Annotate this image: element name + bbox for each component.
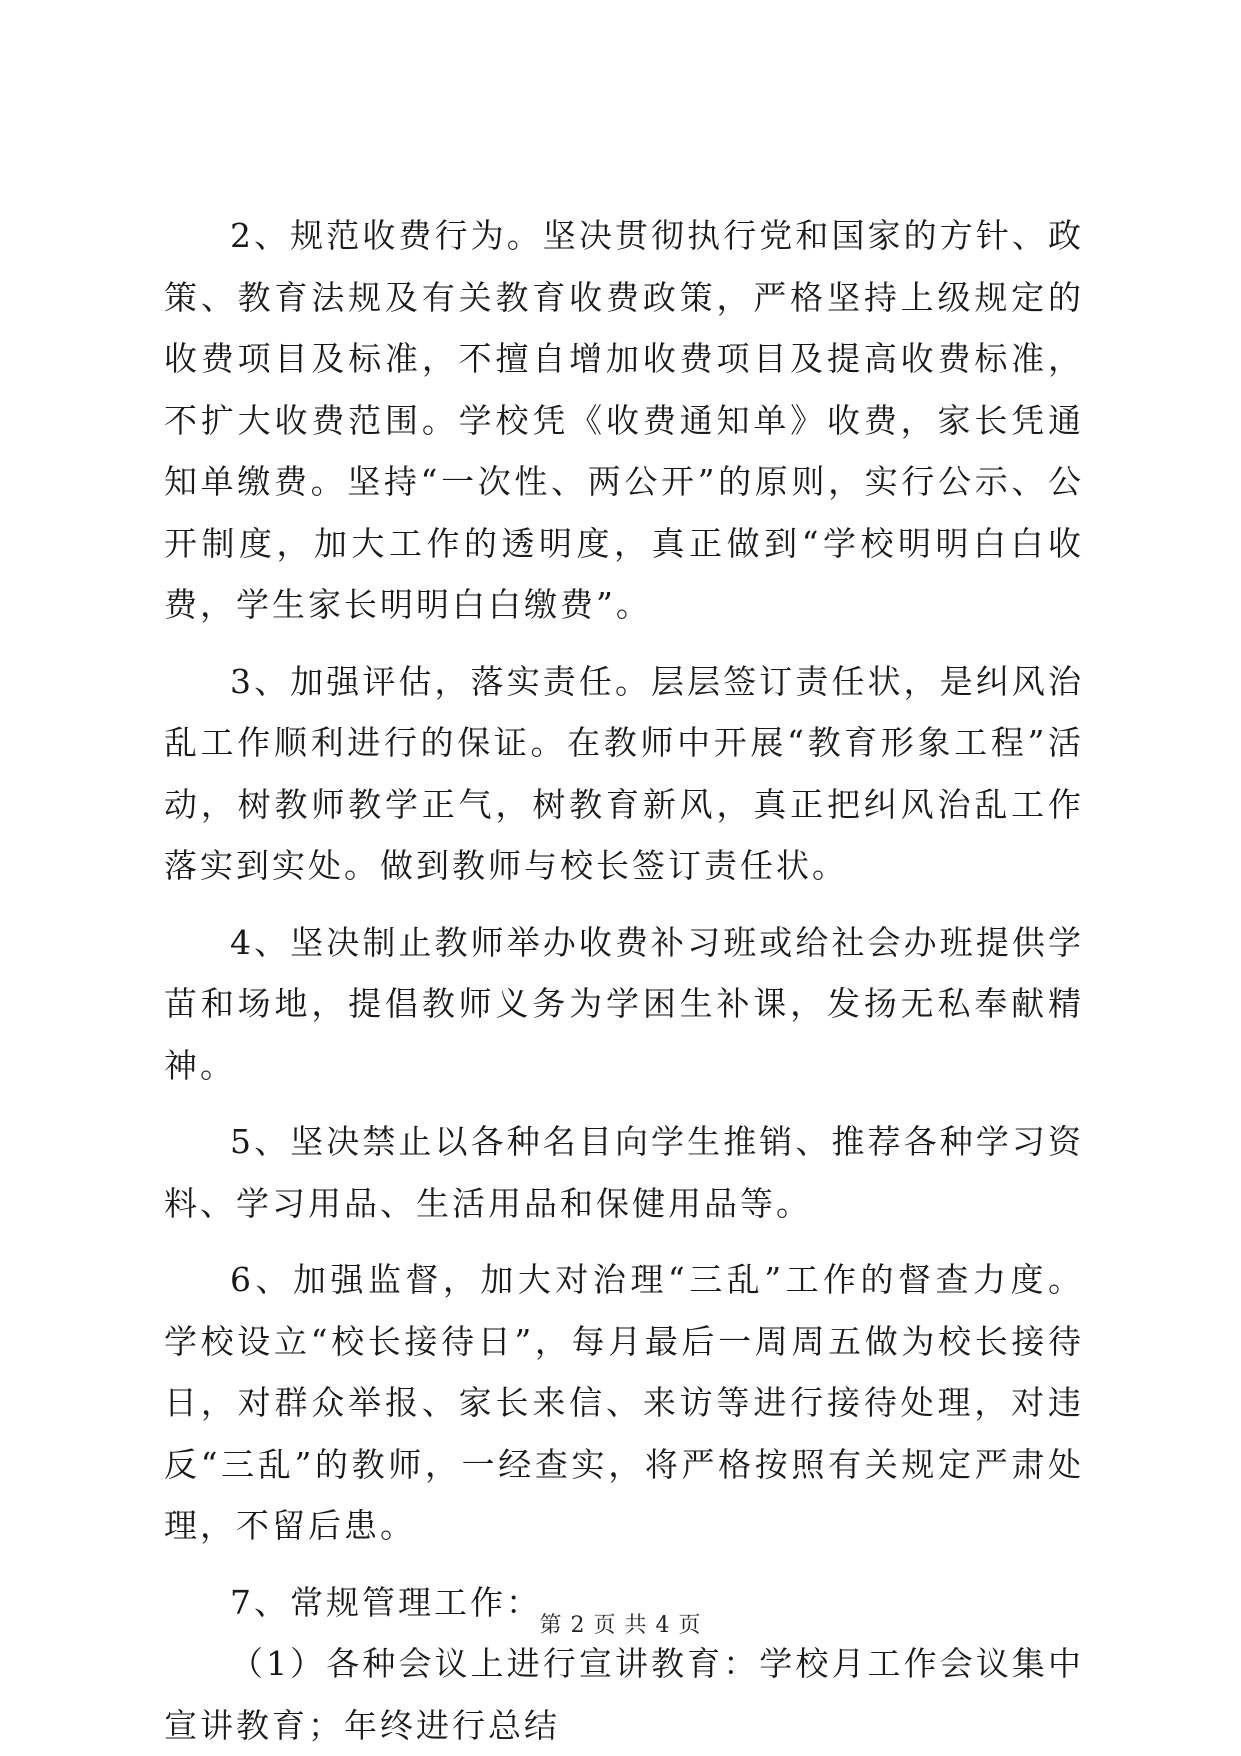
paragraph-item-2: 2、规范收费行为。坚决贯彻执行党和国家的方针、政策、教育法规及有关教育收费政策，严格坚持上级规定的收费项目及标准，不擅自增加收费项目及提高收费标准，不扩大收费范围。学校凭《收费通知单》收费，家长凭通知单缴费。坚持“一次性、两公开”的原则，实行公示、公开制度，加大工作的透明度，真正做到“学校明明白白收费，学生家长明明白白缴费”。 <box>164 216 1084 624</box>
paragraph-gap <box>164 1096 1084 1111</box>
paragraph-gap <box>164 1234 1084 1249</box>
paragraph-gap <box>164 636 1084 651</box>
document-body <box>164 205 1084 1756</box>
paragraph-item-5: 5、坚决禁止以各种名目向学生推销、推荐各种学习资料、学习用品、生活用品和保健用品等。 <box>164 1122 1084 1223</box>
paragraph-item-7: 7、常规管理工作： <box>230 1582 542 1622</box>
page-number-footer: 第 2 页 共 4 页 <box>539 1613 702 1638</box>
paragraph-item-6: 6、加强监督，加大对治理“三乱”工作的督查力度。学校设立“校长接待日”，每月最后一周周五做为校长接待日，对群众举报、家长来信、来访等进行接待处理，对违反“三乱”的教师，一经查实，将严格按照有关规定严肃处理，不留后患。 <box>164 1260 1084 1545</box>
paragraph-gap <box>164 897 1084 912</box>
paragraph-gap <box>164 1557 1084 1572</box>
paragraph-item-3: 3、加强评估，落实责任。层层签订责任状，是纠风治乱工作顺利进行的保证。在教师中开展“教育形象工程”活动，树教师教学正气，树教育新风，真正把纠风治乱工作落实到实处。做到教师与校长签订责任状。 <box>164 661 1084 885</box>
paragraph-item-7-1: （1）各种会议上进行宣讲教育：学校月工作会议集中宣讲教育；年终进行总结 <box>164 1644 1084 1745</box>
paragraph-item-4: 4、坚决制止教师举办收费补习班或给社会办班提供学苗和场地，提倡教师义务为学困生补课，发扬无私奉献精神。 <box>164 922 1084 1085</box>
